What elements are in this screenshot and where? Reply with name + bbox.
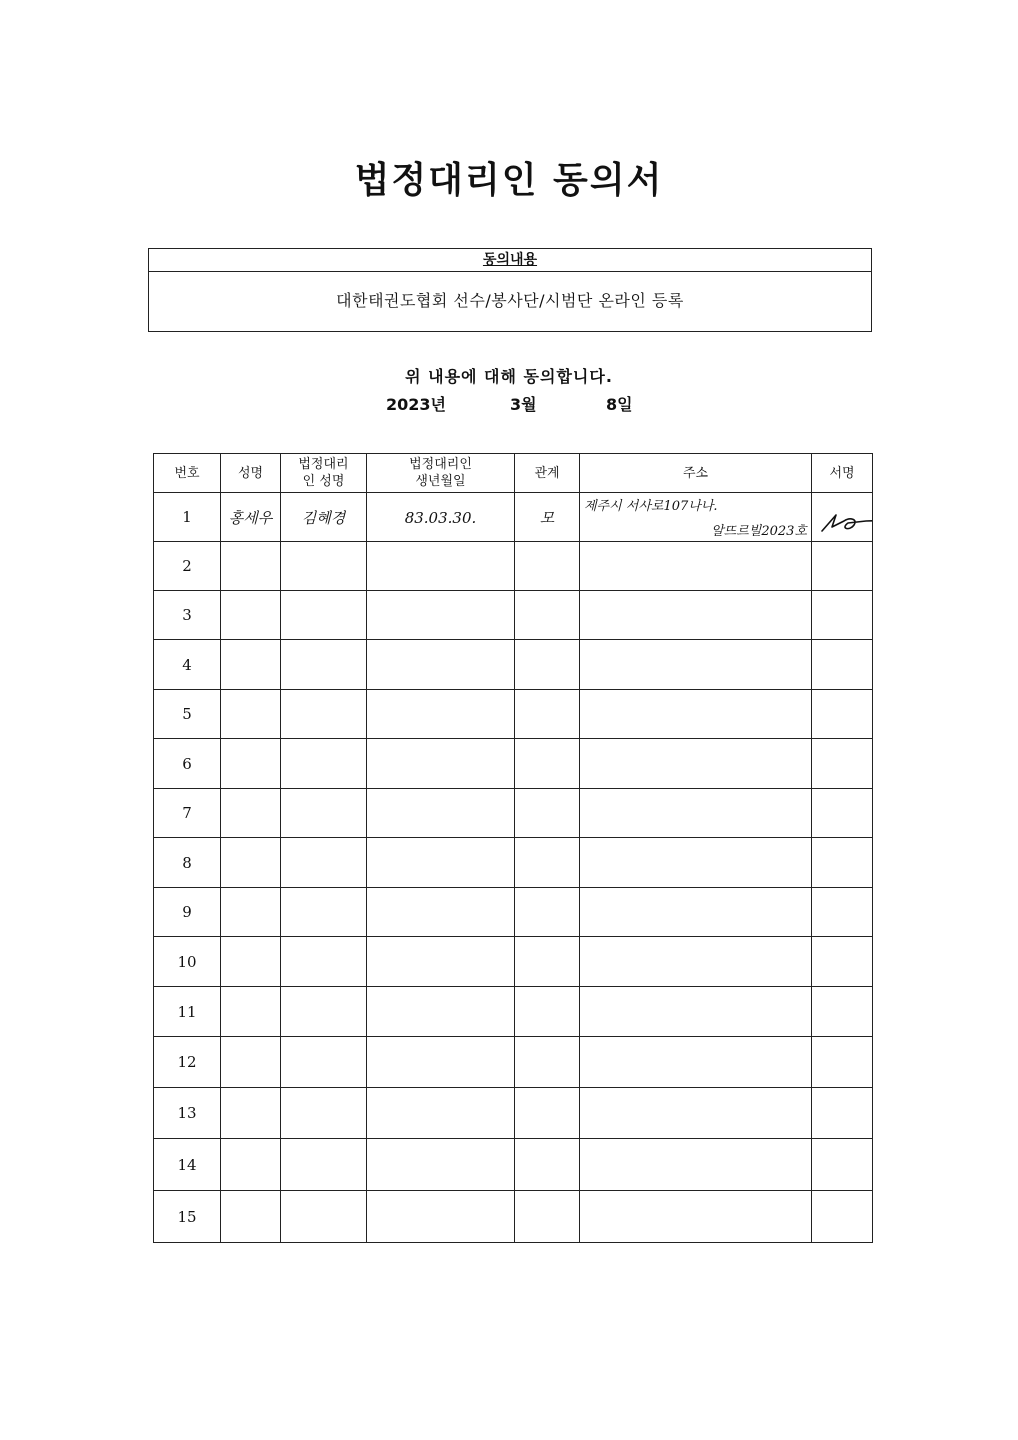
- row-number: 9: [154, 888, 221, 937]
- consent-header-label: 동의내용: [482, 252, 538, 268]
- date-month: 3월: [510, 395, 537, 414]
- cell-guardian-birth[interactable]: [367, 838, 515, 888]
- row-number: 3: [154, 591, 221, 640]
- cell-guardian-birth[interactable]: [367, 493, 515, 542]
- cell-guardian-name[interactable]: [281, 838, 367, 888]
- cell-signature[interactable]: [812, 739, 873, 789]
- cell-guardian-birth[interactable]: [367, 640, 515, 690]
- cell-name[interactable]: [221, 542, 281, 591]
- cell-guardian-birth[interactable]: [367, 591, 515, 640]
- consent-header: [149, 249, 871, 272]
- table-row: [154, 987, 873, 1037]
- cell-address[interactable]: [580, 591, 812, 640]
- cell-name[interactable]: [221, 591, 281, 640]
- cell-guardian-name[interactable]: [281, 591, 367, 640]
- table-row: [154, 493, 873, 542]
- row-number: 7: [154, 789, 221, 838]
- consent-box: [148, 248, 872, 332]
- cell-signature[interactable]: [812, 789, 873, 838]
- cell-guardian-name[interactable]: [281, 1037, 367, 1088]
- cell-guardian-name[interactable]: [281, 888, 367, 937]
- cell-guardian-birth[interactable]: [367, 987, 515, 1037]
- cell-guardian-name[interactable]: [281, 1088, 367, 1139]
- header-name: 성명: [221, 454, 281, 493]
- table-row: [154, 1139, 873, 1191]
- cell-address[interactable]: [580, 888, 812, 937]
- cell-signature[interactable]: [812, 690, 873, 739]
- guardian-table: [153, 453, 873, 1243]
- cell-guardian-birth[interactable]: [367, 1191, 515, 1243]
- cell-address[interactable]: [580, 1139, 812, 1191]
- cell-name[interactable]: [221, 987, 281, 1037]
- table-row: [154, 1037, 873, 1088]
- cell-guardian-birth[interactable]: [367, 739, 515, 789]
- cell-address[interactable]: [580, 838, 812, 888]
- cell-relation[interactable]: [515, 542, 580, 591]
- header-relation: 관계: [515, 454, 580, 493]
- cell-guardian-birth[interactable]: [367, 937, 515, 987]
- cell-name[interactable]: [221, 1139, 281, 1191]
- header-guardian-name: 법정대리인 성명: [281, 454, 367, 493]
- cell-relation[interactable]: [515, 1191, 580, 1243]
- date-day: 8일: [606, 395, 633, 414]
- header-address: 주소: [580, 454, 812, 493]
- row-number: 10: [154, 937, 221, 987]
- cell-guardian-name[interactable]: [281, 789, 367, 838]
- cell-address[interactable]: [580, 1191, 812, 1243]
- cell-guardian-name[interactable]: [281, 640, 367, 690]
- cell-relation[interactable]: [515, 739, 580, 789]
- cell-address[interactable]: [580, 1037, 812, 1088]
- cell-guardian-birth[interactable]: [367, 888, 515, 937]
- row-number: 13: [154, 1088, 221, 1139]
- cell-address[interactable]: [580, 789, 812, 838]
- row-number: 6: [154, 739, 221, 789]
- cell-signature[interactable]: [812, 493, 873, 542]
- cell-address[interactable]: [580, 739, 812, 789]
- handwritten-address-line2: 알뜨르빌2023호: [711, 524, 807, 539]
- cell-signature[interactable]: [812, 591, 873, 640]
- cell-guardian-name[interactable]: [281, 690, 367, 739]
- handwritten-guardian-birth: 83.03.30.: [404, 508, 477, 527]
- cell-relation[interactable]: [515, 1139, 580, 1191]
- cell-guardian-name[interactable]: [281, 542, 367, 591]
- cell-relation[interactable]: [515, 640, 580, 690]
- cell-guardian-name[interactable]: [281, 987, 367, 1037]
- cell-name[interactable]: [221, 493, 281, 542]
- header-signature: 서명: [812, 454, 873, 493]
- table-row: [154, 838, 873, 888]
- cell-name[interactable]: [221, 640, 281, 690]
- row-number: 15: [154, 1191, 221, 1243]
- cell-signature[interactable]: [812, 937, 873, 987]
- table-row: [154, 937, 873, 987]
- cell-address[interactable]: [580, 640, 812, 690]
- cell-relation[interactable]: [515, 888, 580, 937]
- consent-content: 대한태권도협회 선수/봉사단/시범단 온라인 등록: [336, 291, 684, 310]
- cell-address[interactable]: [580, 542, 812, 591]
- cell-relation[interactable]: [515, 789, 580, 838]
- cell-signature[interactable]: [812, 838, 873, 888]
- row-number: 8: [154, 838, 221, 888]
- cell-relation[interactable]: [515, 591, 580, 640]
- cell-guardian-birth[interactable]: [367, 1139, 515, 1191]
- cell-relation[interactable]: [515, 493, 580, 542]
- table-row: [154, 888, 873, 937]
- row-number: 5: [154, 690, 221, 739]
- table-header-row: [154, 454, 873, 493]
- cell-relation[interactable]: [515, 1088, 580, 1139]
- date-year: 2023년: [386, 395, 446, 414]
- cell-guardian-name[interactable]: [281, 937, 367, 987]
- cell-guardian-birth[interactable]: [367, 1088, 515, 1139]
- cell-guardian-name[interactable]: [281, 1191, 367, 1243]
- cell-signature[interactable]: [812, 1139, 873, 1191]
- table-row: [154, 1191, 873, 1243]
- table-row: [154, 690, 873, 739]
- table-row: [154, 542, 873, 591]
- handwritten-name: 홍세우: [228, 508, 273, 527]
- table-row: [154, 1088, 873, 1139]
- cell-guardian-name[interactable]: [281, 1139, 367, 1191]
- cell-name[interactable]: [221, 937, 281, 987]
- row-number: 4: [154, 640, 221, 690]
- row-number: 12: [154, 1037, 221, 1088]
- cell-name[interactable]: [221, 1037, 281, 1088]
- cell-relation[interactable]: [515, 937, 580, 987]
- table-row: [154, 739, 873, 789]
- row-number: 11: [154, 987, 221, 1037]
- header-guardian-birth: 법정대리인 생년월일: [367, 454, 515, 493]
- cell-guardian-name[interactable]: [281, 739, 367, 789]
- cell-name[interactable]: [221, 1088, 281, 1139]
- cell-name[interactable]: [221, 838, 281, 888]
- cell-name[interactable]: [221, 739, 281, 789]
- table-row: [154, 640, 873, 690]
- cell-name[interactable]: [221, 888, 281, 937]
- handwritten-address-line1: 제주시 서사로107나나.: [584, 499, 718, 514]
- cell-signature[interactable]: [812, 1037, 873, 1088]
- cell-address[interactable]: [580, 937, 812, 987]
- cell-name[interactable]: [221, 789, 281, 838]
- table-row: [154, 591, 873, 640]
- cell-address[interactable]: [580, 1088, 812, 1139]
- cell-guardian-birth[interactable]: [367, 542, 515, 591]
- table-row: [154, 789, 873, 838]
- cell-signature[interactable]: [812, 1191, 873, 1243]
- agreement-statement: 위 내용에 대해 동의합니다.: [405, 367, 613, 386]
- header-number: 번호: [154, 454, 221, 493]
- cell-signature[interactable]: [812, 987, 873, 1037]
- cell-guardian-birth[interactable]: [367, 690, 515, 739]
- cell-guardian-birth[interactable]: [367, 1037, 515, 1088]
- handwritten-guardian-name: 김혜경: [301, 508, 346, 527]
- cell-address[interactable]: [580, 493, 812, 542]
- cell-signature[interactable]: [812, 888, 873, 937]
- cell-signature[interactable]: [812, 640, 873, 690]
- cell-name[interactable]: [221, 690, 281, 739]
- row-number: 1: [154, 493, 221, 542]
- document-title: 법정대리인 동의서: [354, 159, 664, 201]
- cell-relation[interactable]: [515, 987, 580, 1037]
- cell-address[interactable]: [580, 987, 812, 1037]
- cell-relation[interactable]: [515, 690, 580, 739]
- cell-address[interactable]: [580, 690, 812, 739]
- signature-scribble-icon: [818, 507, 873, 535]
- cell-relation[interactable]: [515, 838, 580, 888]
- cell-name[interactable]: [221, 1191, 281, 1243]
- cell-signature[interactable]: [812, 542, 873, 591]
- row-number: 14: [154, 1139, 221, 1191]
- cell-relation[interactable]: [515, 1037, 580, 1088]
- handwritten-relation: 모: [539, 508, 555, 527]
- cell-guardian-name[interactable]: [281, 493, 367, 542]
- cell-guardian-birth[interactable]: [367, 789, 515, 838]
- cell-signature[interactable]: [812, 1088, 873, 1139]
- row-number: 2: [154, 542, 221, 591]
